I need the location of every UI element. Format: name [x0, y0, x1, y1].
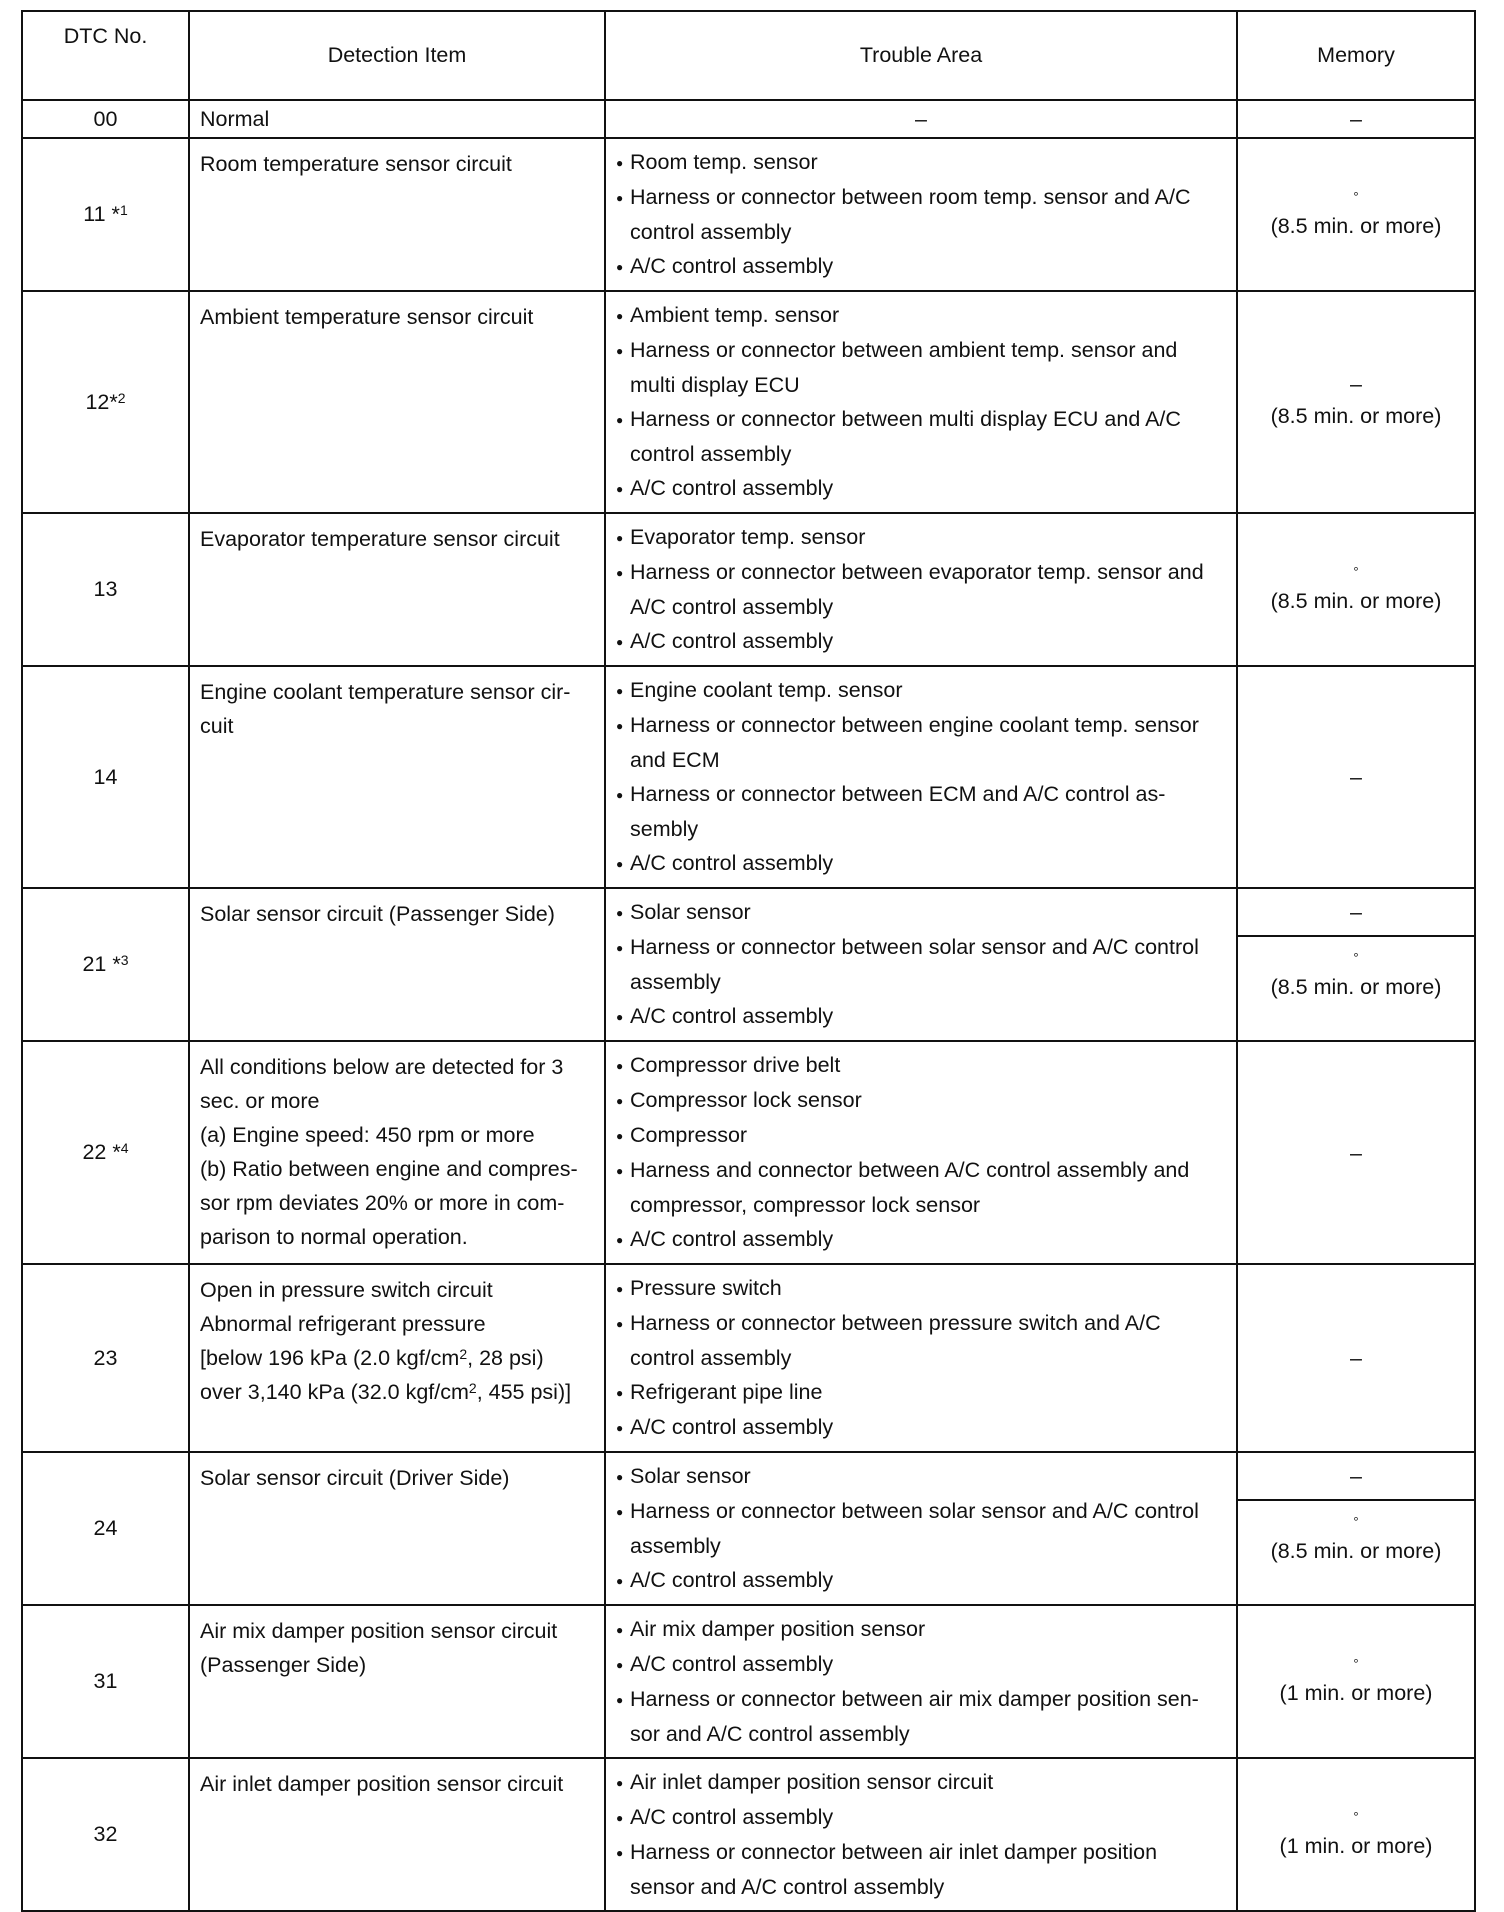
trouble-bullet-item: ● Solar sensor	[616, 895, 1226, 930]
memory-top	[1238, 889, 1474, 937]
dtc-number: 21 *	[82, 952, 121, 976]
dtc-number-cell	[22, 666, 189, 888]
detection-item-cell	[189, 888, 605, 1041]
trouble-bullet-item: ● Refrigerant pipe line	[616, 1375, 1226, 1410]
table-row	[22, 666, 1475, 888]
detection-line: (b) Ratio between engine and compres-	[200, 1157, 578, 1181]
detection-line	[200, 1341, 594, 1375]
memory-dash: –	[1350, 1464, 1362, 1488]
detection-item-cell	[189, 1758, 605, 1911]
detection-item-cell	[189, 291, 605, 513]
trouble-bullet-item: ● Compressor	[616, 1118, 1226, 1153]
dtc-number-cell	[22, 888, 189, 1041]
dtc-number: 22 *	[82, 1140, 121, 1164]
trouble-bullet-item: ● A/C control assembly	[616, 846, 1226, 881]
memory-cell	[1237, 513, 1475, 666]
detection-line: sec. or more	[200, 1089, 320, 1113]
dtc-number-cell	[22, 138, 189, 291]
dtc-footnote-mark: 3	[120, 952, 129, 968]
trouble-bullet-item: ● Pressure switch	[616, 1271, 1226, 1306]
memory-cell	[1237, 138, 1475, 291]
dtc-number-cell	[22, 1264, 189, 1452]
memory-cell	[1237, 1758, 1475, 1911]
memory-degree-mark: °	[1353, 1514, 1359, 1529]
detection-line: Air inlet damper position sensor circuit	[200, 1772, 564, 1796]
memory-cell	[1237, 100, 1475, 138]
dtc-footnote-mark: 4	[120, 1140, 129, 1156]
trouble-bullet-item: ● Evaporator temp. sensor	[616, 520, 1226, 555]
dtc-number-cell	[22, 291, 189, 513]
trouble-area-cell	[605, 666, 1237, 888]
dtc-footnote-mark: 1	[119, 202, 128, 218]
memory-duration: (8.5 min. or more)	[1270, 404, 1442, 428]
detection-line: Air mix damper position sensor circuit	[200, 1619, 558, 1643]
header-memory: Memory	[1237, 11, 1475, 100]
memory-dash: –	[1350, 765, 1362, 789]
memory-bottom	[1238, 937, 1474, 1015]
dtc-number: 23	[93, 1345, 118, 1370]
superscript: 2	[468, 1380, 477, 1396]
dtc-number-cell	[22, 100, 189, 138]
memory-dash: –	[1350, 107, 1362, 131]
memory-cell	[1237, 1605, 1475, 1758]
trouble-area-cell	[605, 1452, 1237, 1605]
header-trouble-area: Trouble Area	[605, 11, 1237, 100]
memory-dash: –	[1350, 900, 1362, 924]
table-row	[22, 1041, 1475, 1264]
memory-content	[1238, 1653, 1474, 1711]
memory-degree-mark: °	[1353, 188, 1359, 204]
detection-line: Room temperature sensor circuit	[200, 152, 512, 176]
trouble-bullet-item: ● Harness or connector between ECM and A/C control as-sembly	[616, 777, 1226, 846]
memory-cell	[1237, 1264, 1475, 1452]
trouble-bullet-item: ● Engine coolant temp. sensor	[616, 673, 1226, 708]
memory-degree-mark: °	[1353, 563, 1359, 579]
trouble-area-cell	[605, 138, 1237, 291]
dtc-table	[21, 10, 1476, 1912]
trouble-bullet-item: ● Compressor drive belt	[616, 1048, 1226, 1083]
pressure-text: over 3,140 kPa (32.0 kgf/cm	[200, 1380, 469, 1404]
memory-top	[1238, 1453, 1474, 1501]
detection-item-cell	[189, 513, 605, 666]
dtc-number: 31	[93, 1669, 118, 1693]
dtc-number: 14	[93, 764, 118, 789]
dtc-number: 11 *	[83, 202, 120, 226]
dtc-footnote-mark: 2	[117, 389, 126, 406]
memory-cell	[1237, 888, 1475, 1041]
dtc-number-cell	[22, 513, 189, 666]
trouble-bullet-item: ● Room temp. sensor	[616, 145, 1226, 180]
header-detection-item: Detection Item	[189, 11, 605, 100]
memory-degree-mark: °	[1353, 1655, 1359, 1671]
trouble-area-cell	[605, 1605, 1237, 1758]
trouble-bullet-item: ● A/C control assembly	[616, 1800, 1226, 1835]
memory-content	[1238, 1806, 1474, 1864]
dtc-number-cell	[22, 1041, 189, 1264]
detection-item-cell	[189, 1264, 605, 1452]
memory-cell	[1237, 1041, 1475, 1264]
trouble-bullet-item: ● Harness or connector between solar sensor and A/C control assembly	[616, 1494, 1226, 1563]
detection-line: Evaporator temperature sensor circuit	[200, 527, 560, 551]
table-row	[22, 291, 1475, 513]
trouble-bullet-item: ● Harness or connector between ambient temp. sensor and multi display ECU	[616, 333, 1226, 402]
trouble-bullet-item: ● A/C control assembly	[616, 1647, 1226, 1682]
detection-line: (a) Engine speed: 450 rpm or more	[200, 1123, 535, 1147]
detection-line: Normal	[200, 107, 270, 131]
dtc-number: 32	[93, 1822, 118, 1846]
memory-content	[1238, 561, 1474, 619]
memory-content	[1238, 186, 1474, 244]
memory-duration: (8.5 min. or more)	[1270, 975, 1442, 999]
table-row	[22, 138, 1475, 291]
detection-line: Solar sensor circuit (Passenger Side)	[200, 902, 555, 926]
trouble-area-cell	[605, 513, 1237, 666]
memory-duration: (1 min. or more)	[1279, 1680, 1433, 1705]
table-row	[22, 513, 1475, 666]
dtc-number: 13	[93, 577, 118, 601]
dtc-number-cell	[22, 1452, 189, 1605]
detection-item-cell	[189, 1452, 605, 1605]
memory-duration: (8.5 min. or more)	[1270, 1539, 1442, 1563]
memory-cell	[1237, 1452, 1475, 1605]
pressure-text: , 455 psi)]	[476, 1380, 572, 1404]
detection-item-cell	[189, 666, 605, 888]
memory-degree-mark: °	[1353, 950, 1359, 965]
detection-item-cell	[189, 100, 605, 138]
detection-line: parison to normal operation.	[200, 1225, 468, 1249]
trouble-bullet-item: ● Harness or connector between multi display ECU and A/C control assembly	[616, 402, 1226, 471]
trouble-bullet-item: ● A/C control assembly	[616, 624, 1226, 659]
memory-cell	[1237, 291, 1475, 513]
trouble-bullet-item: ● Harness or connector between pressure switch and A/C control assembly	[616, 1306, 1226, 1375]
table-row	[22, 1264, 1475, 1452]
memory-dash: –	[1350, 1140, 1362, 1165]
trouble-bullet-item: ● Harness and connector between A/C control assembly and compressor, compressor lock sensor	[616, 1153, 1226, 1222]
memory-cell	[1237, 666, 1475, 888]
trouble-bullet-item: ● A/C control assembly	[616, 249, 1226, 284]
dtc-number: 24	[93, 1516, 118, 1540]
trouble-bullet-item: ● Harness or connector between air mix damper position sen-sor and A/C control assembly	[616, 1682, 1226, 1751]
detection-item-cell	[189, 138, 605, 291]
dtc-number-cell	[22, 1758, 189, 1911]
detection-line: cuit	[200, 714, 234, 738]
detection-line: Ambient temperature sensor circuit	[200, 305, 534, 329]
detection-item-cell	[189, 1041, 605, 1264]
detection-line: sor rpm deviates 20% or more in com-	[200, 1191, 565, 1215]
trouble-area-cell	[605, 1758, 1237, 1911]
trouble-area-cell	[605, 100, 1237, 138]
trouble-bullet-item: ● A/C control assembly	[616, 999, 1226, 1034]
trouble-text: –	[915, 107, 927, 131]
trouble-bullet-item: ● Harness or connector between engine coolant temp. sensor and ECM	[616, 708, 1226, 777]
trouble-bullet-item: ● Air inlet damper position sensor circuit	[616, 1765, 1226, 1800]
pressure-text: , 28 psi)	[467, 1346, 544, 1370]
trouble-bullet-item: ● Harness or connector between room temp. sensor and A/C control assembly	[616, 180, 1226, 249]
dtc-number: 12*	[85, 389, 118, 414]
trouble-bullet-item: ● Harness or connector between evaporator temp. sensor and A/C control assembly	[616, 555, 1226, 624]
trouble-area-cell	[605, 291, 1237, 513]
table-row	[22, 888, 1475, 1041]
dtc-number: 00	[93, 106, 118, 131]
header-dtc-no: DTC No.	[22, 11, 189, 100]
table-row	[22, 100, 1475, 138]
superscript: 2	[459, 1346, 468, 1362]
detection-line: Abnormal refrigerant pressure	[200, 1312, 486, 1336]
memory-duration: (8.5 min. or more)	[1270, 213, 1442, 238]
trouble-bullet-item: ● A/C control assembly	[616, 1222, 1226, 1257]
trouble-bullet-item: ● A/C control assembly	[616, 1410, 1226, 1445]
detection-line: Engine coolant temperature sensor cir-	[200, 680, 571, 704]
memory-dash: –	[1350, 1346, 1362, 1370]
memory-duration: (1 min. or more)	[1279, 1833, 1433, 1858]
trouble-area-cell	[605, 888, 1237, 1041]
memory-degree-mark: °	[1353, 1808, 1359, 1824]
detection-line: All conditions below are detected for 3	[200, 1055, 564, 1079]
detection-line: (Passenger Side)	[200, 1653, 367, 1677]
trouble-bullet-item: ● Air mix damper position sensor	[616, 1612, 1226, 1647]
memory-bottom	[1238, 1501, 1474, 1579]
table-row	[22, 1452, 1475, 1605]
trouble-bullet-item: ● Ambient temp. sensor	[616, 298, 1226, 333]
trouble-bullet-item: ● A/C control assembly	[616, 471, 1226, 506]
trouble-bullet-item: ● Harness or connector between solar sensor and A/C control assembly	[616, 930, 1226, 999]
table-row	[22, 1605, 1475, 1758]
detection-line: Solar sensor circuit (Driver Side)	[200, 1466, 510, 1490]
detection-item-cell	[189, 1605, 605, 1758]
memory-dash: –	[1350, 372, 1362, 396]
table-row	[22, 1758, 1475, 1911]
trouble-bullet-item: ● Compressor lock sensor	[616, 1083, 1226, 1118]
trouble-bullet-item: ● Harness or connector between air inlet damper position sensor and A/C control assembly	[616, 1835, 1226, 1904]
trouble-area-cell	[605, 1041, 1237, 1264]
pressure-text: [below 196 kPa (2.0 kgf/cm	[200, 1346, 460, 1370]
memory-duration: (8.5 min. or more)	[1270, 588, 1442, 613]
memory-content	[1238, 370, 1474, 434]
detection-line	[200, 1375, 594, 1409]
detection-line: Open in pressure switch circuit	[200, 1278, 493, 1302]
trouble-area-cell	[605, 1264, 1237, 1452]
dtc-number-cell	[22, 1605, 189, 1758]
trouble-bullet-item: ● A/C control assembly	[616, 1563, 1226, 1598]
header-row	[22, 11, 1475, 100]
trouble-bullet-item: ● Solar sensor	[616, 1459, 1226, 1494]
